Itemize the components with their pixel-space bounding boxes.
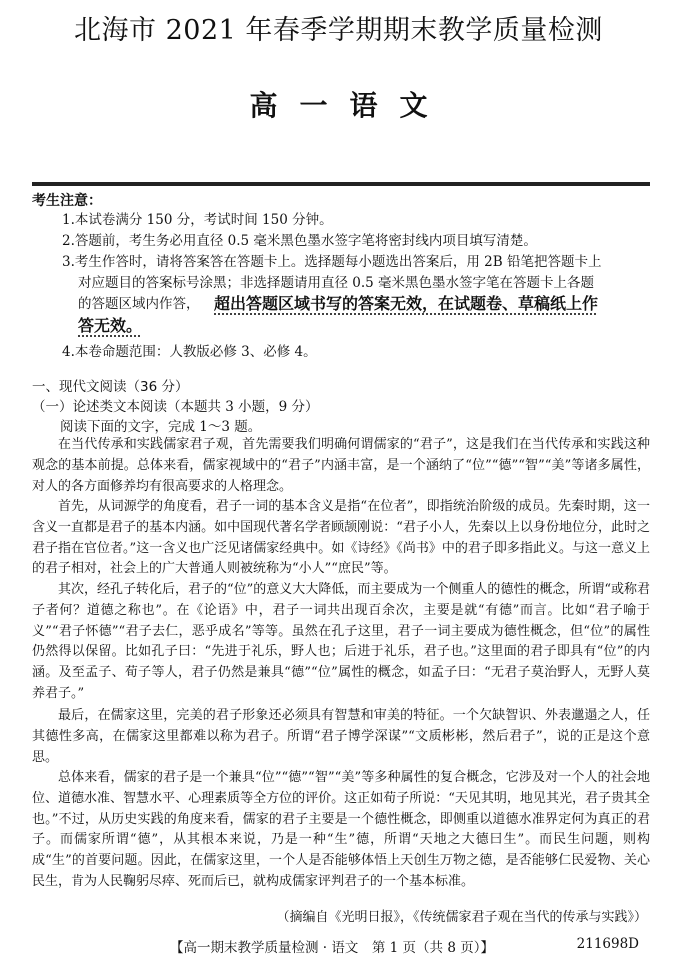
notice-item-3: 3.考生作答时，请将答案答在答题卡上。选择题每小题选出答案后，用 2B 铅笔把答题卡上 bbox=[62, 254, 602, 270]
subsection-heading: （一）论述类文本阅读（本题共 3 小题，9 分） bbox=[32, 399, 319, 415]
passage-source: （摘编自《光明日报》，《传统儒家君子观在当代的传承与实践》） bbox=[276, 910, 647, 925]
footer-page-info: 【高一期末教学质量检测 · 语文 第 1 页（共 8 页）】 bbox=[170, 940, 494, 956]
footer-code: 211698D bbox=[576, 936, 639, 952]
notice-heading: 考生注意： bbox=[32, 193, 102, 209]
notice-item-3-cont2: 的答题区域内作答， bbox=[78, 296, 200, 312]
passage-paragraph-3: 其次，经孔子转化后，君子的“位”的意义大大降低，而主要成为一个侧重人的德性的概念，所谓“或称君子者何？道德之称也”。在《论语》中，君子一词共出现百余次，主要是就“有德”而言。比如“君子喻于义”“君子怀德”“君子去仁，恶乎成名”等等。虽然在孔子这里，君子一词主要成为德性概念，但“位”的属性仍然得以保留。比如孔子曰：“先进于礼乐，野人也；后进于礼乐，君子也。”这里面的君子即具有“位”的内涵。及至孟子、荀子等人，君子仍然是兼具“德”“位”属性的概念，如孟子曰：“无君子莫治野人，无野人莫养君子。” bbox=[32, 582, 650, 701]
section-heading: 一、现代文阅读（36 分） bbox=[32, 379, 189, 395]
exam-subject: 高一语文 bbox=[249, 89, 450, 122]
passage-paragraph-2: 首先，从词源学的角度看，君子一词的基本含义是指“在位者”，即指统治阶级的成员。先秦时期，这一含义一直都是君子的基本内涵。如中国现代著名学者顾颉刚说：“君子小人，先秦以上以身份地位分，此时之君子指在官位者。”这一含义也广泛见诸儒家经典中。如《诗经》《尚书》中的君子即多指此义。与这一意义上的君子相对，社会上的广大普通人则被统称为“小人”“庶民”等。 bbox=[32, 499, 650, 577]
passage-paragraph-1: 在当代传承和实践儒家君子观，首先需要我们明确何谓儒家的“君子”，这是我们在当代传承和实践这种观念的基本前提。总体来看，儒家视域中的“君子”内涵丰富，是一个涵纳了“位”“德”“智”“美”等诸多属性，对人的各方面修养均有很高要求的人格理念。 bbox=[32, 437, 650, 494]
exam-title: 北海市 2021 年春季学期期末教学质量检测 bbox=[74, 15, 603, 46]
header-divider bbox=[32, 182, 650, 186]
reading-instruction: 阅读下面的文字，完成 1～3 题。 bbox=[60, 419, 262, 435]
notice-item-2: 2.答题前，考生务必用直径 0.5 毫米黑色墨水签字笔将密封线内项目填写清楚。 bbox=[62, 233, 537, 249]
notice-item-4: 4.本卷命题范围：人教版必修 3、必修 4。 bbox=[62, 344, 317, 360]
passage-paragraph-5: 总体来看，儒家的君子是一个兼具“位”“德”“智”“美”等多种属性的复合概念，它涉及对一个人的社会地位、道德水准、智慧水平、心理素质等全方位的评价。这正如荀子所说：“天见其明，地见其光，君子贵其全也。”不过，从历史实践的角度来看，儒家的君子主要是一个德性概念，即侧重以道德水准界定何为真正的君子。而儒家所谓“德”，从其根本来说，乃是一种“生”德，所谓“天地之大德曰生”。而民生问题，则构成“生”的首要问题。因此，在儒家这里，一个人是否能够体悟上天创生万物之德，是否能够仁民爱物、关心民生，肯为人民鞠躬尽瘁、死而后已，就构成儒家评判君子的一个基本标准。 bbox=[32, 770, 650, 889]
passage-paragraph-4: 最后，在儒家这里，完美的君子形象还必须具有智慧和审美的特征。一个欠缺智识、外表邋遢之人，任其德性多高，在儒家这里都难以称为君子。所谓“君子博学深谋”“文质彬彬，然后君子”，说的正是这个意思。 bbox=[32, 708, 650, 765]
notice-emphasis-1: 超出答题区域书写的答案无效，在试题卷、草稿纸上作 bbox=[214, 294, 599, 313]
notice-emphasis-2: 答无效。 bbox=[78, 316, 143, 335]
notice-item-3-cont: 对应题目的答案标号涂黑；非选择题请用直径 0.5 毫米黑色墨水签字笔在答题卡上各题 bbox=[78, 275, 595, 291]
notice-item-1: 1.本试卷满分 150 分，考试时间 150 分钟。 bbox=[62, 212, 333, 228]
